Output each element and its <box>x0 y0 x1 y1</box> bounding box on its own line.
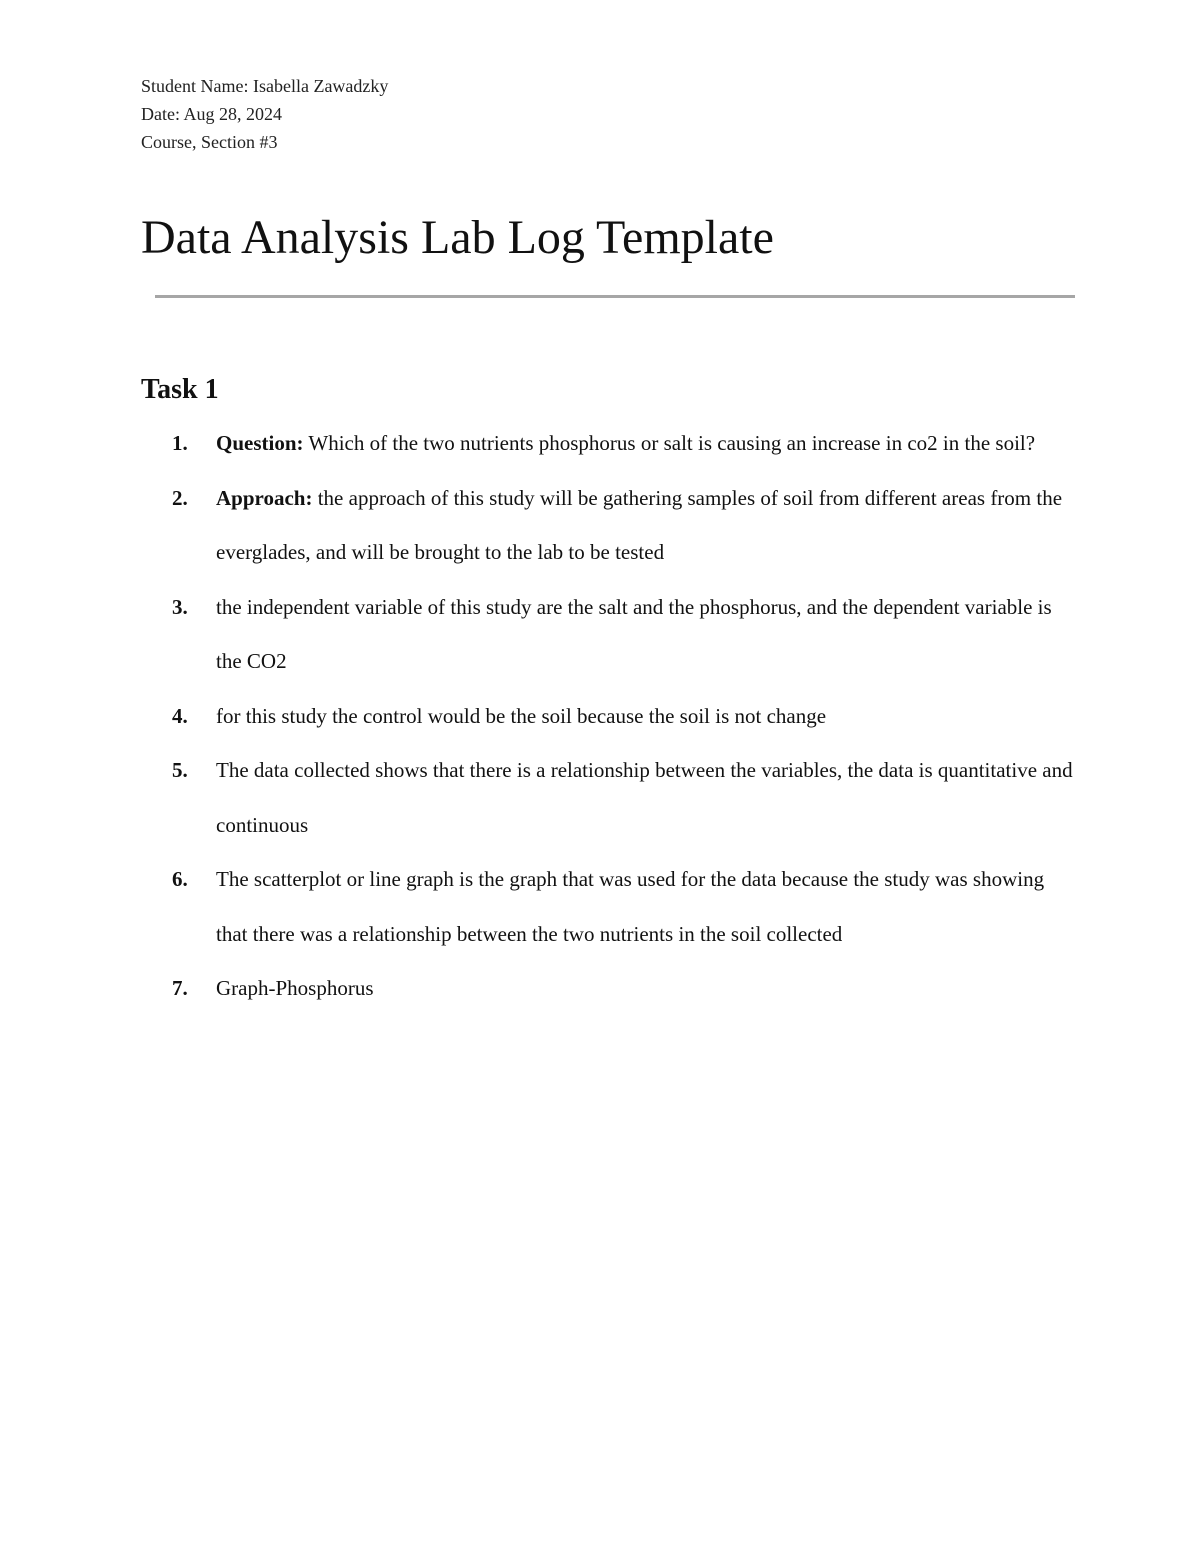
item-text: Graph-Phosphorus <box>216 976 374 1000</box>
item-number: 6. <box>172 867 188 891</box>
item-label: Question: <box>216 431 304 455</box>
task-list <box>0 416 1200 1016</box>
item-text: for this study the control would be the soil because the soil is not change <box>216 703 827 728</box>
item-number: 5. <box>172 758 188 782</box>
list-item <box>0 961 1076 1016</box>
student-info-header <box>141 72 388 156</box>
list-item <box>0 580 1076 689</box>
item-number: 3. <box>172 594 188 619</box>
document-title: Data Analysis Lab Log Template <box>141 211 774 264</box>
item-text: the approach of this study will be gathering samples of soil from different areas from the everglades, and will be brought to the lab to be tested <box>216 485 1063 564</box>
item-number: 7. <box>172 976 188 1000</box>
item-text: Which of the two nutrients phosphorus or salt is causing an increase in co2 in the soil? <box>308 431 1036 455</box>
list-item <box>0 471 1076 580</box>
item-text: the independent variable of this study are the salt and the phosphorus, and the dependent variable is the CO2 <box>216 594 1052 673</box>
title-divider <box>155 295 1075 298</box>
item-text: The scatterplot or line graph is the graph that was used for the data because the study was showing that there was a relationship between the two nutrients in the soil collected <box>216 867 1045 946</box>
item-number: 1. <box>172 431 188 455</box>
student-name: Student Name: Isabella Zawadzky <box>141 76 389 96</box>
section-heading: Task 1 <box>141 374 219 405</box>
list-item <box>0 689 1076 744</box>
item-number: 4. <box>172 703 188 728</box>
item-label: Approach: <box>216 485 313 510</box>
list-item <box>0 743 1076 852</box>
submission-date: Date: Aug 28, 2024 <box>141 104 282 124</box>
item-text: The data collected shows that there is a relationship between the variables, the data is quantitative and continuous <box>216 758 1073 837</box>
list-item <box>0 416 1076 471</box>
course-section: Course, Section #3 <box>141 132 278 152</box>
item-number: 2. <box>172 485 188 510</box>
list-item <box>0 852 1076 961</box>
